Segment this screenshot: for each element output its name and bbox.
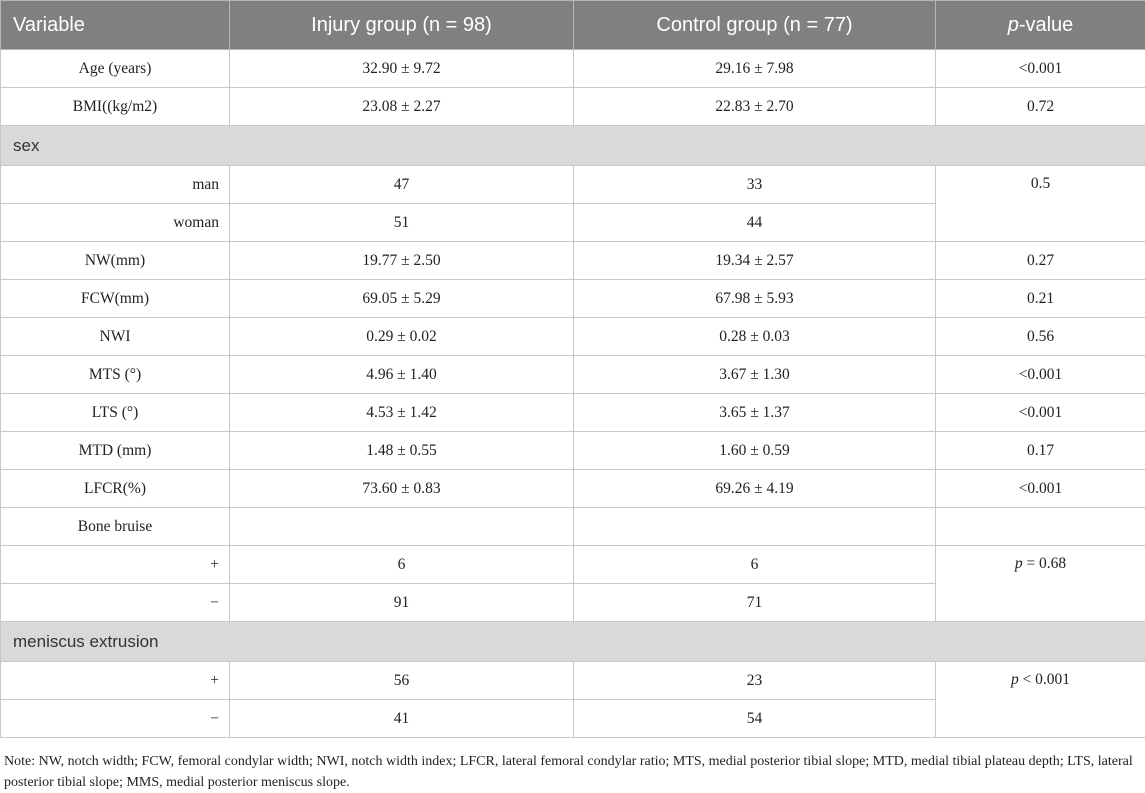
row-label: LFCR(%) <box>1 470 230 508</box>
header-control-group: Control group (n = 77) <box>574 1 936 50</box>
control-value: 44 <box>574 204 936 242</box>
control-value: 0.28 ± 0.03 <box>574 318 936 356</box>
row-label: Age (years) <box>1 50 230 88</box>
section-row-sex <box>1 126 1145 166</box>
p-value: 0.5 <box>936 166 1145 242</box>
control-value: 29.16 ± 7.98 <box>574 50 936 88</box>
table-row <box>1 432 1145 470</box>
p-value: 0.27 <box>936 242 1145 280</box>
p-suffix: -value <box>1019 14 1073 36</box>
row-label: + <box>1 662 230 700</box>
control-value: 3.65 ± 1.37 <box>574 394 936 432</box>
table-row <box>1 166 1145 204</box>
section-label: sex <box>1 126 1145 166</box>
injury-value: 51 <box>230 204 574 242</box>
header-row <box>1 1 1145 50</box>
row-label: NW(mm) <box>1 242 230 280</box>
table-row <box>1 662 1145 700</box>
row-label: Bone bruise <box>1 508 230 546</box>
injury-value: 1.48 ± 0.55 <box>230 432 574 470</box>
header-injury-group: Injury group (n = 98) <box>230 1 574 50</box>
injury-value: 47 <box>230 166 574 204</box>
control-value: 22.83 ± 2.70 <box>574 88 936 126</box>
control-value: 71 <box>574 584 936 622</box>
control-value: 3.67 ± 1.30 <box>574 356 936 394</box>
table-row <box>1 356 1145 394</box>
p-value: <0.001 <box>936 470 1145 508</box>
p-suffix: < 0.001 <box>1019 671 1070 688</box>
injury-value: 69.05 ± 5.29 <box>230 280 574 318</box>
p-italic: p <box>1008 14 1019 36</box>
control-value: 23 <box>574 662 936 700</box>
injury-value: 19.77 ± 2.50 <box>230 242 574 280</box>
p-value: 0.17 <box>936 432 1145 470</box>
row-label: NWI <box>1 318 230 356</box>
row-label: + <box>1 546 230 584</box>
p-value: <0.001 <box>936 394 1145 432</box>
p-value: <0.001 <box>936 356 1145 394</box>
row-label: woman <box>1 204 230 242</box>
control-value: 69.26 ± 4.19 <box>574 470 936 508</box>
p-italic: p <box>1011 671 1019 688</box>
p-value <box>936 546 1145 622</box>
table-row <box>1 242 1145 280</box>
p-italic: p <box>1015 555 1023 572</box>
control-value: 1.60 ± 0.59 <box>574 432 936 470</box>
section-row-meniscus-extrusion <box>1 622 1145 662</box>
table-row <box>1 470 1145 508</box>
table-row <box>1 318 1145 356</box>
table-row <box>1 50 1145 88</box>
injury-value: 41 <box>230 700 574 738</box>
row-label: LTS (°) <box>1 394 230 432</box>
p-value <box>936 662 1145 738</box>
row-label: man <box>1 166 230 204</box>
table-row <box>1 394 1145 432</box>
control-value: 54 <box>574 700 936 738</box>
injury-value: 32.90 ± 9.72 <box>230 50 574 88</box>
row-label: MTD (mm) <box>1 432 230 470</box>
row-label: BMI((kg/m2) <box>1 88 230 126</box>
row-label: − <box>1 700 230 738</box>
control-value: 19.34 ± 2.57 <box>574 242 936 280</box>
p-suffix: = 0.68 <box>1023 555 1067 572</box>
injury-value: 4.53 ± 1.42 <box>230 394 574 432</box>
table-row <box>1 280 1145 318</box>
p-value: 0.72 <box>936 88 1145 126</box>
control-value <box>574 508 936 546</box>
control-value: 67.98 ± 5.93 <box>574 280 936 318</box>
header-p-value <box>936 1 1145 50</box>
injury-value: 6 <box>230 546 574 584</box>
p-value <box>936 508 1145 546</box>
section-label: meniscus extrusion <box>1 622 1145 662</box>
header-variable: Variable <box>1 1 230 50</box>
row-label: MTS (°) <box>1 356 230 394</box>
injury-value: 4.96 ± 1.40 <box>230 356 574 394</box>
table-row <box>1 546 1145 584</box>
injury-value <box>230 508 574 546</box>
control-value: 33 <box>574 166 936 204</box>
injury-value: 73.60 ± 0.83 <box>230 470 574 508</box>
row-label: − <box>1 584 230 622</box>
injury-value: 91 <box>230 584 574 622</box>
row-label: FCW(mm) <box>1 280 230 318</box>
injury-value: 0.29 ± 0.02 <box>230 318 574 356</box>
p-value: 0.56 <box>936 318 1145 356</box>
injury-value: 23.08 ± 2.27 <box>230 88 574 126</box>
table-row <box>1 88 1145 126</box>
p-value: 0.21 <box>936 280 1145 318</box>
table-footnote: Note: NW, notch width; FCW, femoral condylar width; NWI, notch width index; LFCR, lateral femoral condylar ratio; MTS, medial posterior tibial slope; MTD, medial tibial plateau depth; LTS, lateral posterior tibial slope; MMS, medial posterior meniscus slope. <box>0 751 1141 793</box>
injury-value: 56 <box>230 662 574 700</box>
p-value: <0.001 <box>936 50 1145 88</box>
control-value: 6 <box>574 546 936 584</box>
table-row <box>1 508 1145 546</box>
